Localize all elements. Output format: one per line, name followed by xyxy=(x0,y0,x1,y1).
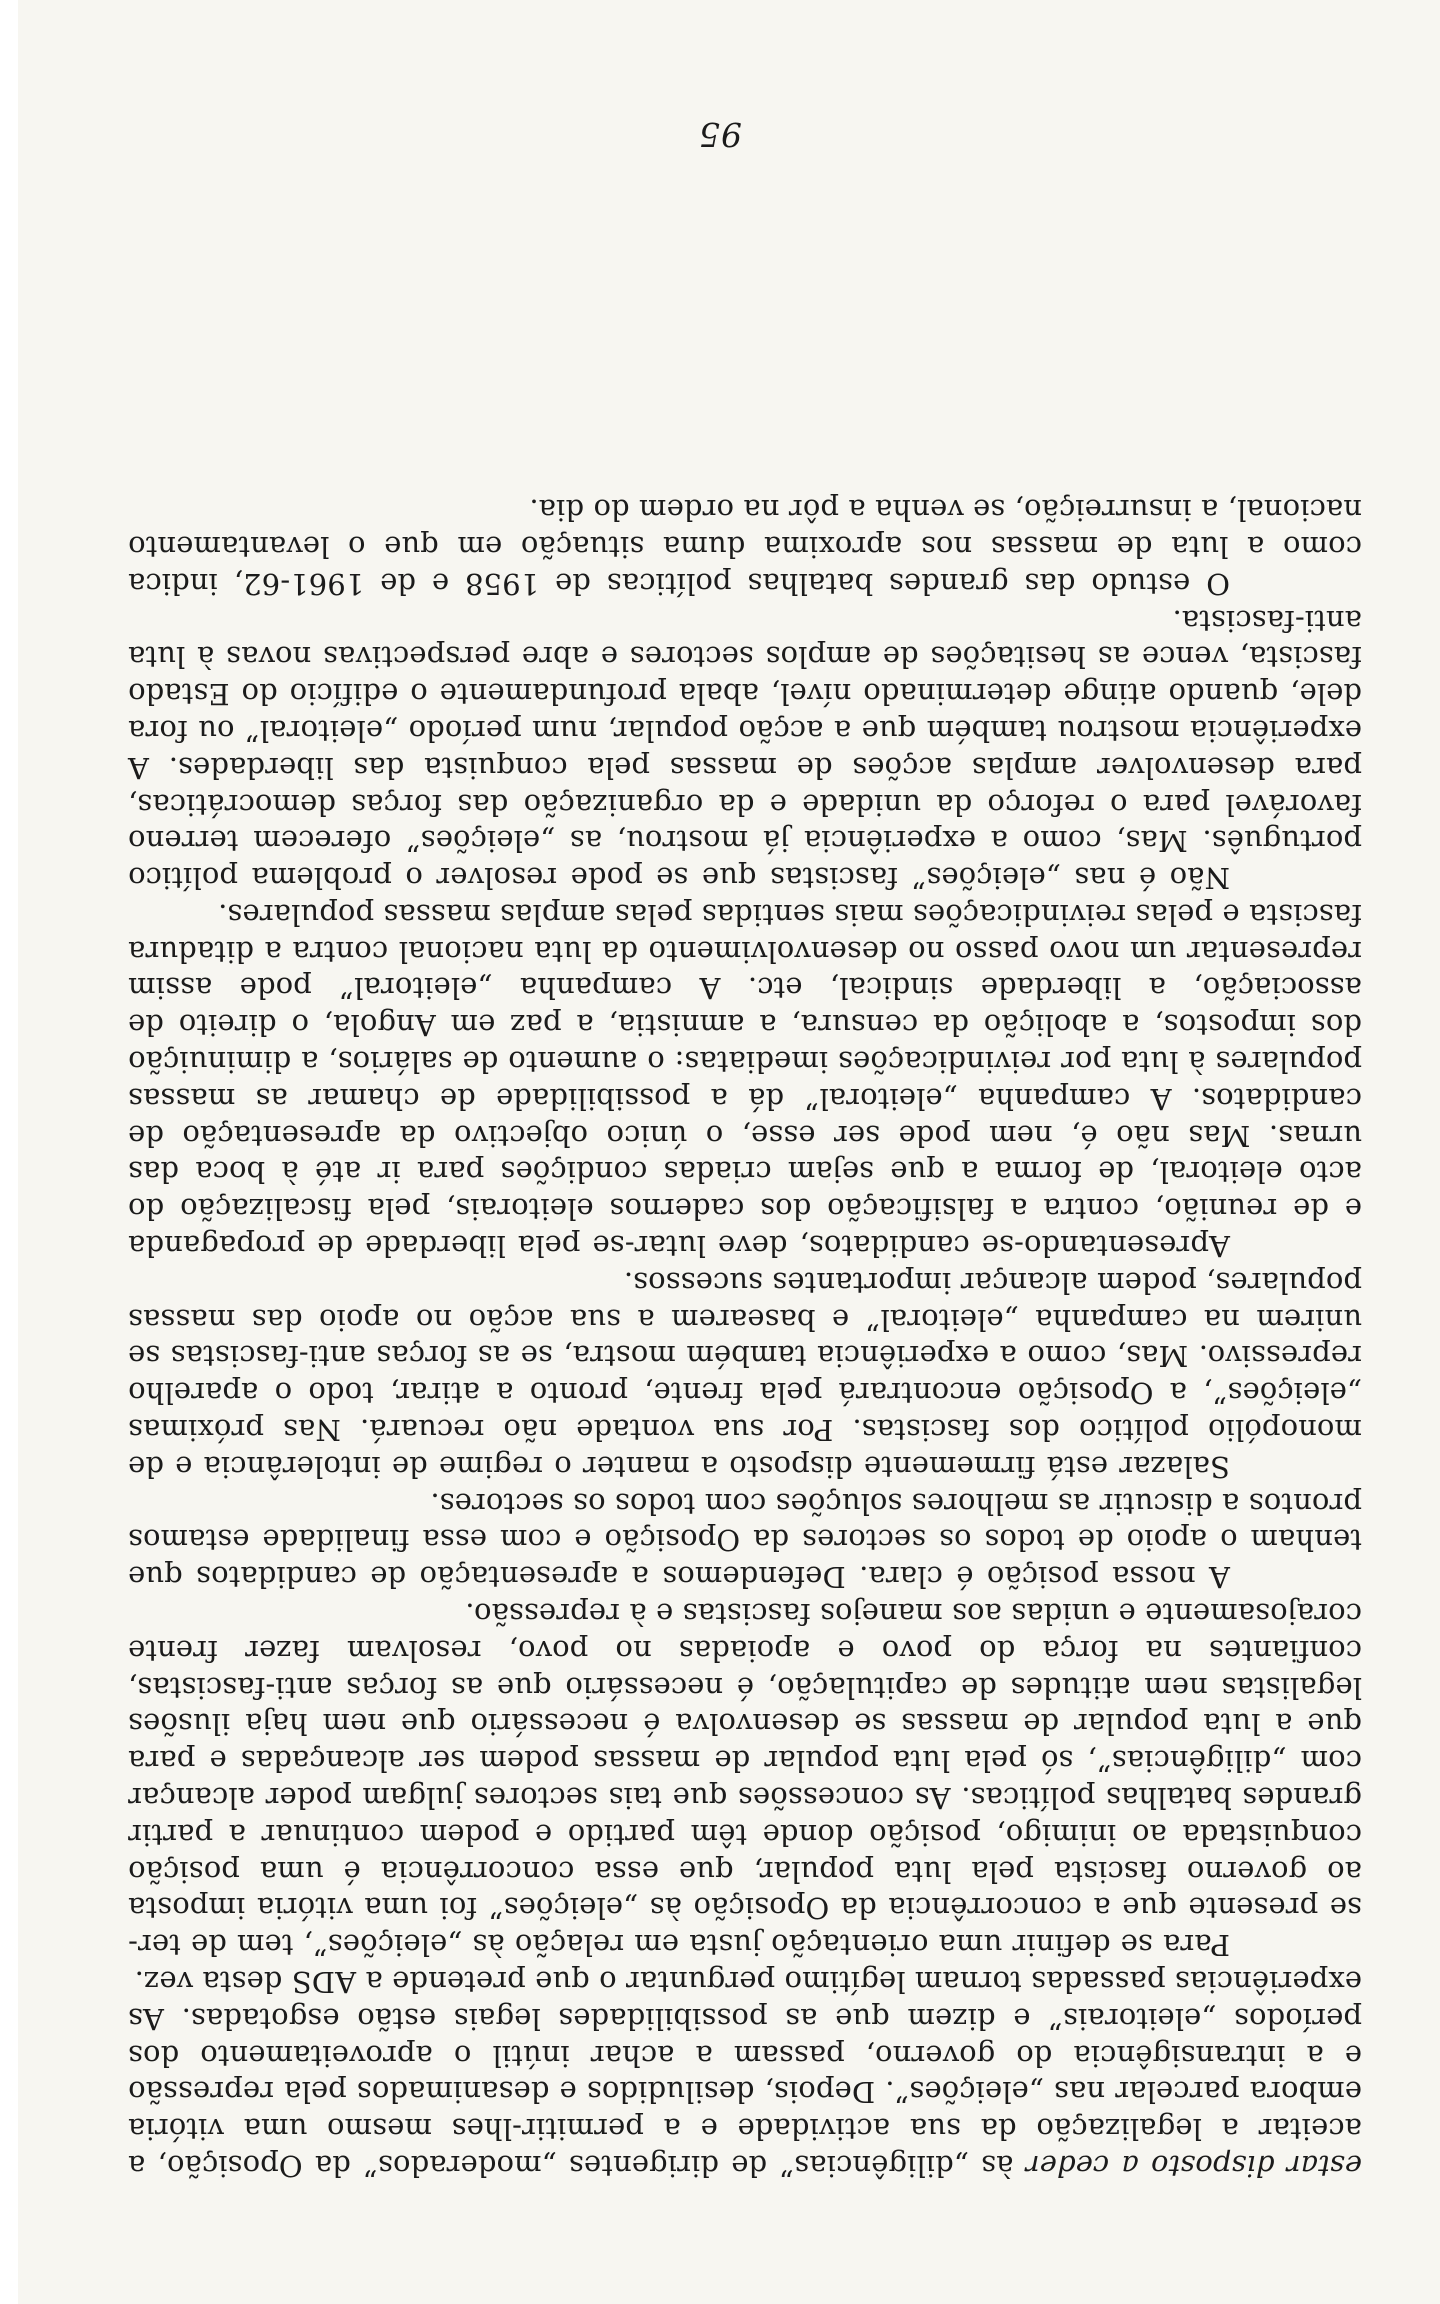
paragraph: Não é nas „eleições” fascistas que se pode resolver o problema político português. Mas, como a experiência já mostrou, as „eleições” oferecem terreno favorável para o reforço da unidade e da organização das forças democráticas, para desenvolver amplas acções de massas pela conquista das liberdades. A experiência mostrou também que a acção popular, num período „eleitoral” ou fora dele, quando atinge determinado nível, abala profundamente o edifício do Estado fascista, vence as hesitações de amplos sectores e abre perspectivas novas à luta anti-fascista. xyxy=(128,603,1362,896)
paragraph: Apresentando-se candidatos, deve lutar-se pela liberdade de propaganda e de reunião, contra a falsificação dos cadernos eleitorais, pela fiscalização do acto eleitoral, de forma a que sejam criadas condições para ir até à boca das urnas. Mas não é, nem pode ser esse, o único objectivo da apresentação de candidatos. A campanha „eleitoral” dá a possibilidade de chamar as massas populares à luta por reivindicações imediatas: o aumento de salários, a diminuição dos impostos, a abolição da censura, a amnistia, a paz em Angola, o direito de associação, a liberdade sindical, etc. A campanha „eleitoral” pode assim representar um novo passo no desenvolvimento da luta nacional contra a ditadura fascista e pelas reivindicações mais sentidas pelas amplas massas populares. xyxy=(128,897,1362,1264)
body-text xyxy=(128,491,1362,2184)
paragraph-opening xyxy=(128,1963,1362,2184)
paragraph: O estudo das grandes batalhas políticas de 1958 e de 1961-62, indica como a luta de massas nos aproxima duma situação em que o levantamento nacional, a insurreição, se venha a pôr na ordem do dia. xyxy=(128,493,1362,601)
page-number: 95 xyxy=(698,115,742,154)
paragraph: Salazar está firmemente disposto a manter o regime de intolerância e de monopólio político dos fascistas. Por sua vontade não recuará. Nas próximas „eleições”, a Oposição encontrará pela frente, pronto a atirar, todo o aparelho repressivo. Mas, como a experiência também mostra, se as forças anti-fascistas se unirem na campanha „eleitoral” e basearem a sua acção no apoio das massas populares, podem alcançar importantes sucessos. xyxy=(128,1265,1362,1484)
paragraph: Para se definir uma orientação justa em relação às „eleições”, tem de ter-se presente que a concorrência da Oposição às „eleições” foi uma vitória imposta ao governo fascista pela luta popular, que essa concorrência é uma posição conquistada ao inimigo, posição donde têm partido e podem continuar a partir grandes batalhas políticas. As concessões que tais sectores julgam poder alcançar com „diligências”, só pela luta popular de massas podem ser alcançadas e para que a luta popular de massas se desenvolva é necessário que nem haja ilusões legalistas nem atitudes de capitulação, é necessário que as forças anti-fascistas, confiantes na força do povo e apoiadas no povo, resolvam fazer frente corajosamente e unidas aos manejos fascistas e à repressão. xyxy=(128,1597,1362,1963)
italic-phrase: estar disposto a ceder xyxy=(1025,2149,1362,2183)
opening-text: às „diligências” de dirigentes „moderados” da Oposição, a aceitar a legalização da sua actividade e a permitir-lhes mesmo uma vitória embora parcelar nas „eleições”. Depois, desiludidos e desanimados pela repressão e a intransigência do governo, passam a achar inútil o aproveitamento dos períodos „eleitorais” e dizem que as possibilidades legais estão esgotadas. As experiências passadas tornam legítimo perguntar o que pretende a ADS desta vez. xyxy=(128,1965,1362,2183)
paragraph: A nossa posição é clara. Defendemos a apresentação de candidatos que tenham o apoio de todos os sectores da Oposição e com essa finalidade estamos prontos a discutir as melhores soluções com todos os sectores. xyxy=(128,1486,1362,1595)
